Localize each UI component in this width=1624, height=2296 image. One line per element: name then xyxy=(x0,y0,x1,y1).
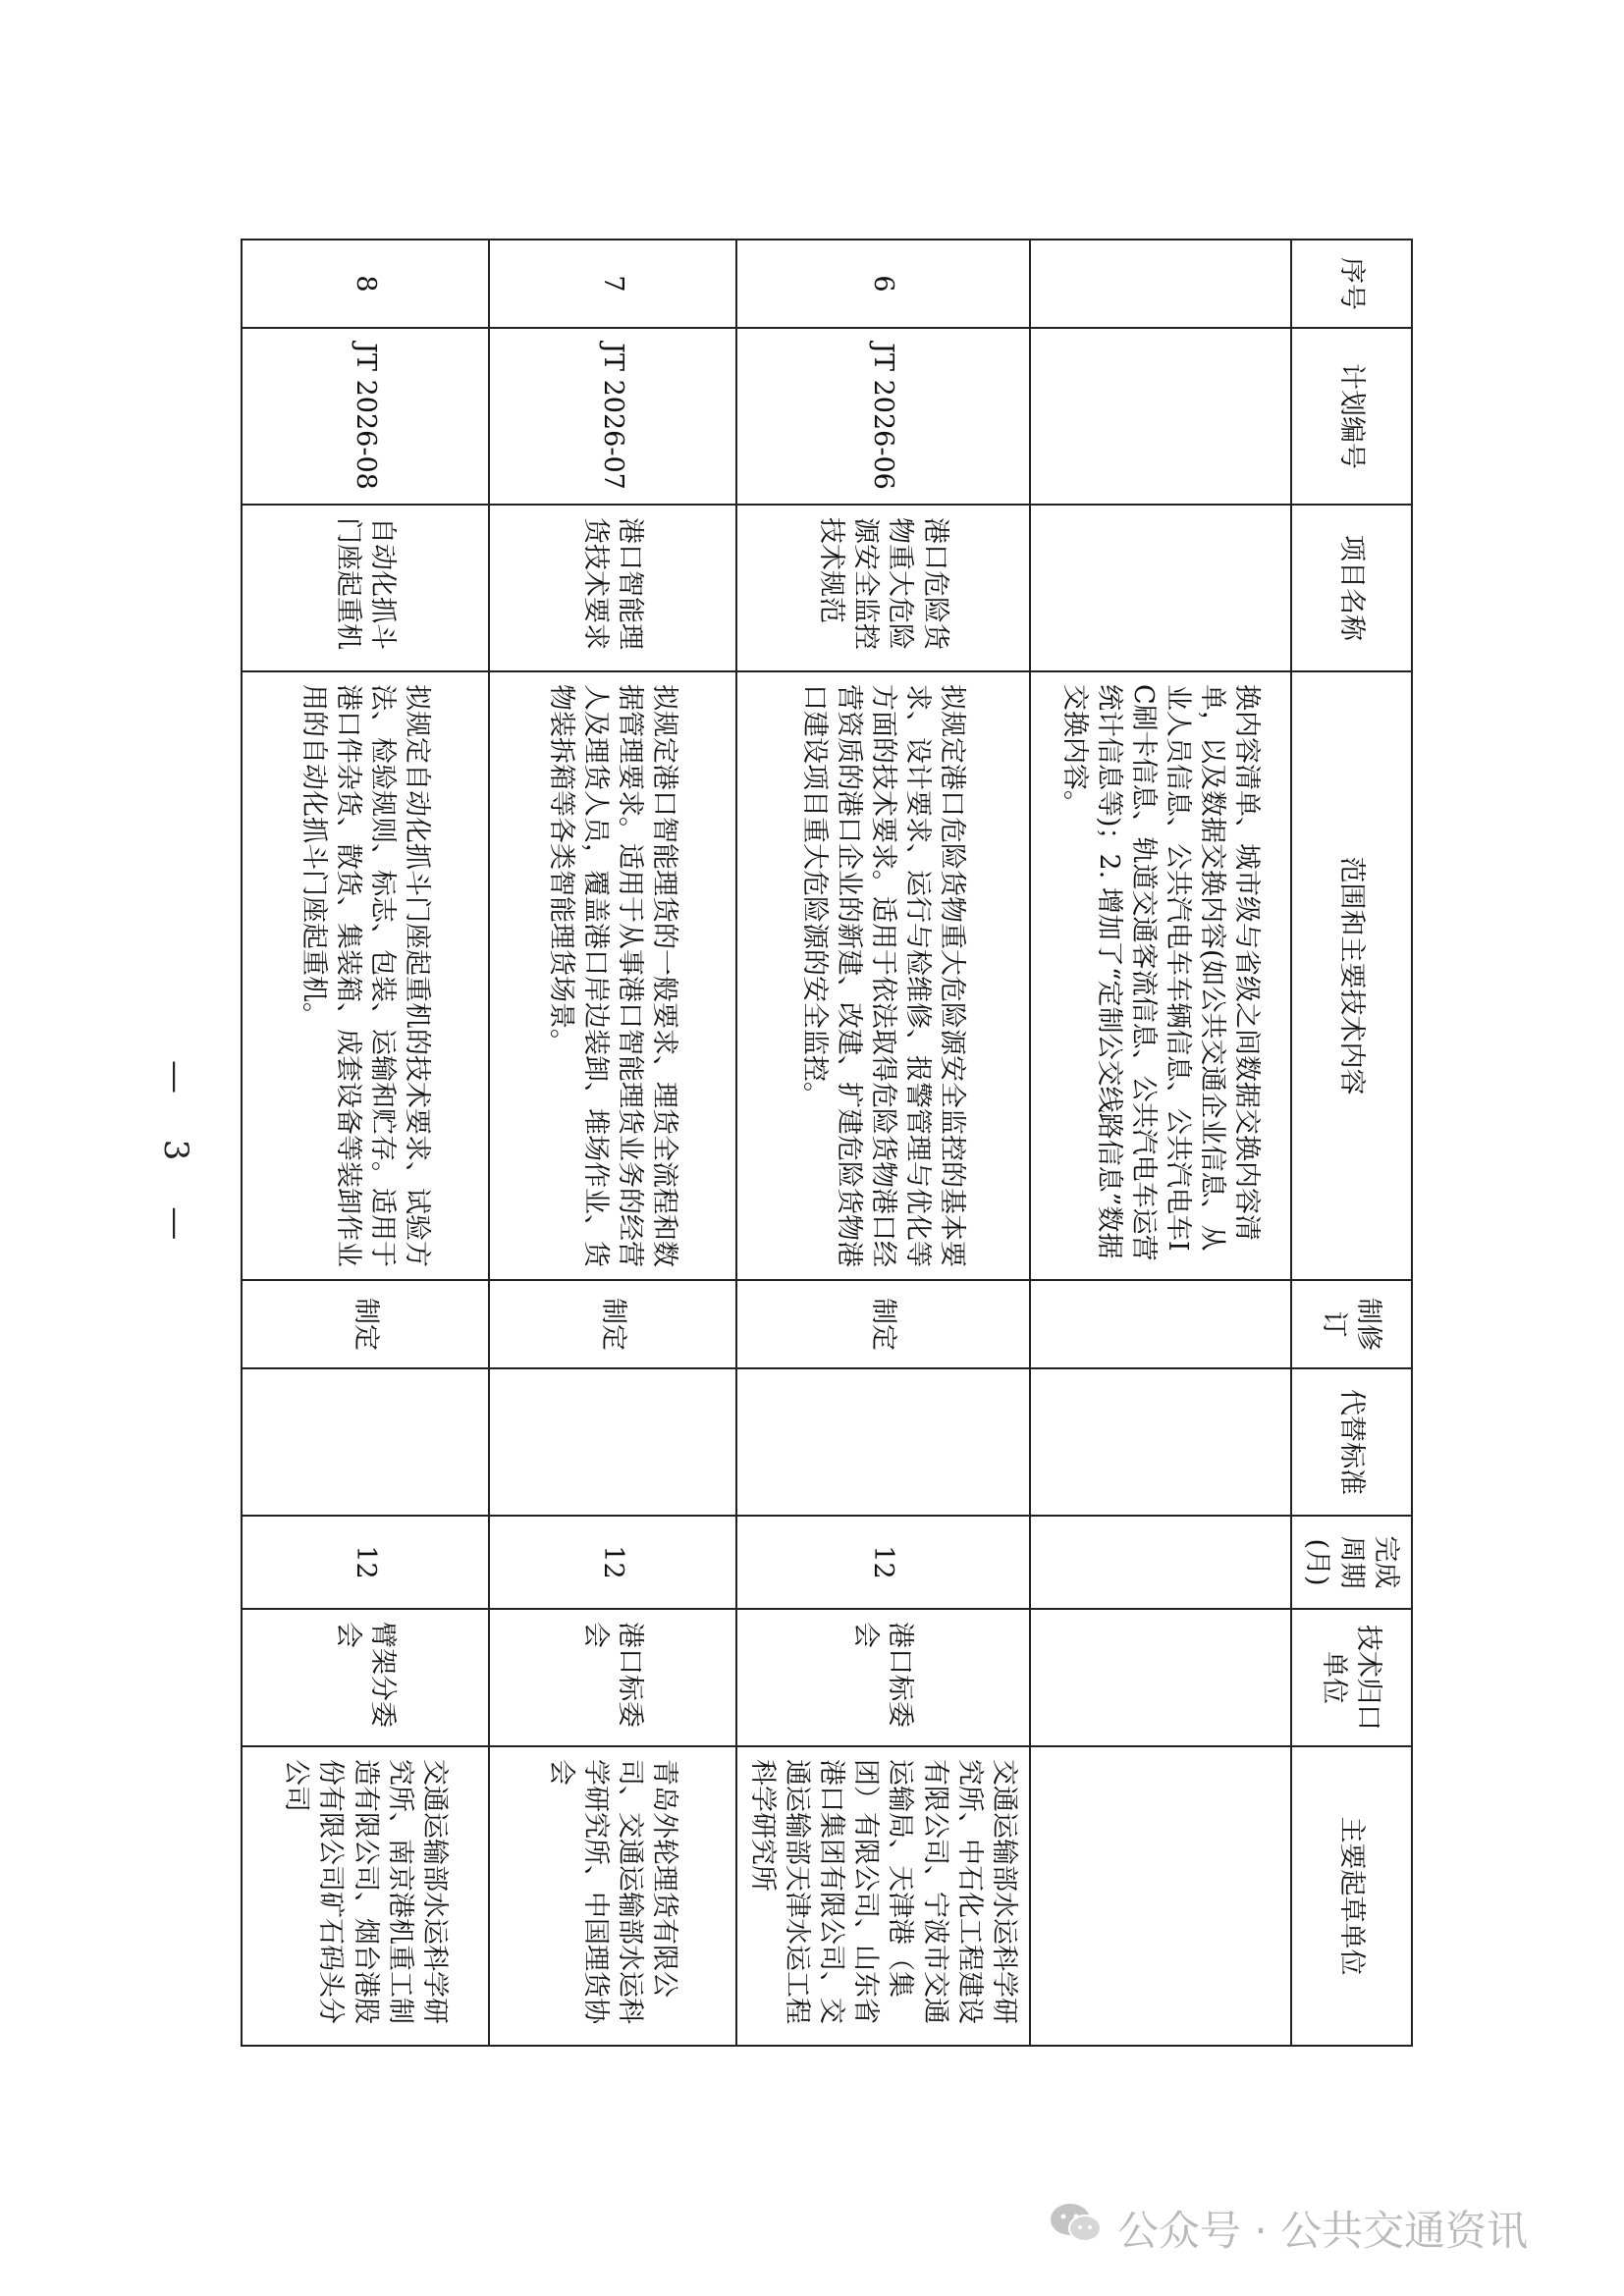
cell-scope: 换内容清单、城市级与省级之间数据交换内容清单，以及数据交换内容(如公共交通企业信息、从业人员信息、公共汽电车车辆信息、公共汽电车IC刷卡信息、轨道交通客流信息、公共汽电车运营统计信息等)；2. 增加了“定制公交线路信息”数据交换内容。 xyxy=(1030,671,1291,1280)
cell-type: 制定 xyxy=(736,1280,1030,1368)
header-period: 完成周期(月) xyxy=(1291,1516,1412,1609)
cell-type xyxy=(1030,1280,1291,1368)
cell-drafters xyxy=(1030,1746,1291,2046)
cell-replace xyxy=(736,1368,1030,1516)
cell-period: 12 xyxy=(736,1516,1030,1609)
cell-period: 12 xyxy=(242,1516,489,1609)
cell-code: JT 2026-07 xyxy=(489,328,736,505)
watermark xyxy=(1049,2199,1528,2258)
cell-replace xyxy=(242,1368,489,1516)
cell-scope: 拟规定港口智能理货的一般要求、理货全流程和数据管理要求。适用于从事港口智能理货业务的经营人及理货人员，覆盖港口岸边装卸、堆场作业、货物装拆箱等各类智能理货场景。 xyxy=(489,671,736,1280)
table-row xyxy=(242,240,489,2046)
cell-committee: 港口标委会 xyxy=(736,1609,1030,1746)
cell-period xyxy=(1030,1516,1291,1609)
wechat-icon xyxy=(1049,2201,1104,2256)
page-number: — 3 — xyxy=(156,1060,195,1258)
header-plan-code: 计划编号 xyxy=(1291,328,1412,505)
cell-drafters: 交通运输部水运科学研究所、中石化工程建设有限公司、宁波市交通运输局、天津港（集团）有限公司、山东省港口集团有限公司、交通运输部天津水运工程科学研究所 xyxy=(736,1746,1030,2046)
standards-plan-table xyxy=(241,239,1413,2047)
cell-committee xyxy=(1030,1609,1291,1746)
table-row-continuation xyxy=(1030,240,1291,2046)
cell-code: JT 2026-06 xyxy=(736,328,1030,505)
cell-replace xyxy=(489,1368,736,1516)
header-replaced-standard: 代替标准 xyxy=(1291,1368,1412,1516)
cell-name: 港口智能理货技术要求 xyxy=(489,505,736,671)
cell-scope: 拟规定自动化抓斗门座起重机的技术要求、试验方法、检验规则、标志、包装、运输和贮存。适用于港口件杂货、散货、集装箱、成套设备等装卸作业用的自动化抓斗门座起重机。 xyxy=(242,671,489,1280)
cell-code: JT 2026-08 xyxy=(242,328,489,505)
header-project-name: 项目名称 xyxy=(1291,505,1412,671)
cell-scope: 拟规定港口危险货物重大危险源安全监控的基本要求、设计要求、运行与检维修、报警管理与优化等方面的技术要求。适用于依法取得危险货物港口经营资质的港口企业的新建、改建、扩建危险货物港口建设项目重大危险源的安全监控。 xyxy=(736,671,1030,1280)
cell-no xyxy=(1030,240,1291,328)
table-header-row xyxy=(1291,240,1412,2046)
cell-name: 港口危险货物重大危险源安全监控技术规范 xyxy=(736,505,1030,671)
cell-name xyxy=(1030,505,1291,671)
cell-committee: 臂架分委会 xyxy=(242,1609,489,1746)
header-no: 序号 xyxy=(1291,240,1412,328)
header-drafters: 主要起草单位 xyxy=(1291,1746,1412,2046)
cell-type: 制定 xyxy=(489,1280,736,1368)
cell-code xyxy=(1030,328,1291,505)
cell-committee: 港口标委会 xyxy=(489,1609,736,1746)
cell-drafters: 青岛外轮理货有限公司、交通运输部水运科学研究所、中国理货协会 xyxy=(489,1746,736,2046)
header-committee: 技术归口单位 xyxy=(1291,1609,1412,1746)
cell-no: 6 xyxy=(736,240,1030,328)
header-revision-type: 制修订 xyxy=(1291,1280,1412,1368)
cell-name: 自动化抓斗门座起重机 xyxy=(242,505,489,671)
watermark-text: 公众号 · 公共交通资讯 xyxy=(1117,2207,1529,2255)
cell-period: 12 xyxy=(489,1516,736,1609)
cell-no: 8 xyxy=(242,240,489,328)
cell-replace xyxy=(1030,1368,1291,1516)
cell-no: 7 xyxy=(489,240,736,328)
cell-drafters: 交通运输部水运科学研究所、南京港机重工制造有限公司、烟台港股份有限公司矿石码头分公司 xyxy=(242,1746,489,2046)
table-row xyxy=(489,240,736,2046)
table-row xyxy=(736,240,1030,2046)
header-scope: 范围和主要技术内容 xyxy=(1291,671,1412,1280)
cell-type: 制定 xyxy=(242,1280,489,1368)
